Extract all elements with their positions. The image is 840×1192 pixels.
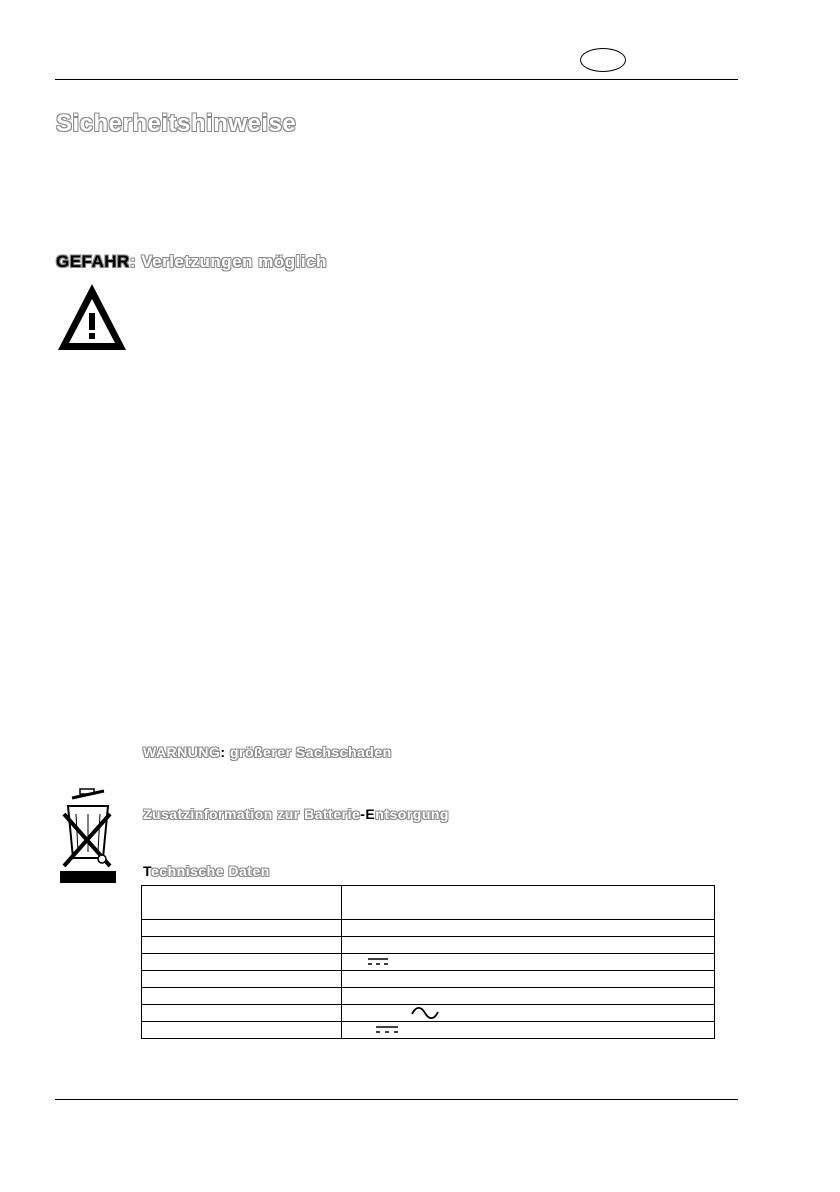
table-cell [342,1022,715,1039]
table-cell [142,886,342,920]
battery-heading-part: ntsorgung [375,806,449,822]
table-cell [342,886,715,920]
table-cell [342,1005,715,1022]
warning-separator: : [220,744,226,760]
table-cell [142,1005,342,1022]
table-row [142,954,715,971]
table-row [142,937,715,954]
direct-current-icon [346,1024,406,1036]
table-cell [342,954,715,971]
battery-disposal-heading [143,806,449,822]
table-cell [142,937,342,954]
table-cell [142,1022,342,1039]
danger-label: GEFAHR [56,252,130,271]
language-badge [580,48,626,72]
disposal-bar [60,871,116,883]
table-row [142,886,715,920]
table-cell [142,971,342,988]
danger-heading [56,252,327,272]
direct-current-icon [346,956,406,968]
battery-heading-part: Zusatzinformation zur Batterie [143,806,361,822]
warning-text: größerer Sachschaden [225,744,392,760]
table-cell [342,920,715,937]
table-row [142,1022,715,1039]
warning-label: WARNUNG [143,744,221,760]
footer-rule [55,1099,738,1100]
specs-heading-part: T [143,863,152,879]
alternating-current-icon [346,1005,442,1021]
warning-triangle-icon [56,282,128,352]
battery-heading-part: - [360,806,366,822]
technical-data-table [141,885,715,1039]
table-cell [342,971,715,988]
danger-text: : Verletzungen möglich [129,252,327,271]
table-row [142,988,715,1005]
technical-data-heading [143,863,270,879]
table-cell [342,937,715,954]
table-cell [342,988,715,1005]
specs-heading-part: echnische Daten [151,863,270,879]
warning-heading [143,744,392,760]
table-cell [142,954,342,971]
battery-heading-part: E [365,806,376,822]
table-row [142,971,715,988]
page-title: Sicherheitshinweise [56,110,297,137]
table-row [142,1005,715,1022]
crossed-out-bin-icon [58,788,118,868]
table-cell [142,988,342,1005]
header-rule [55,79,738,80]
table-row [142,920,715,937]
table-cell [142,920,342,937]
